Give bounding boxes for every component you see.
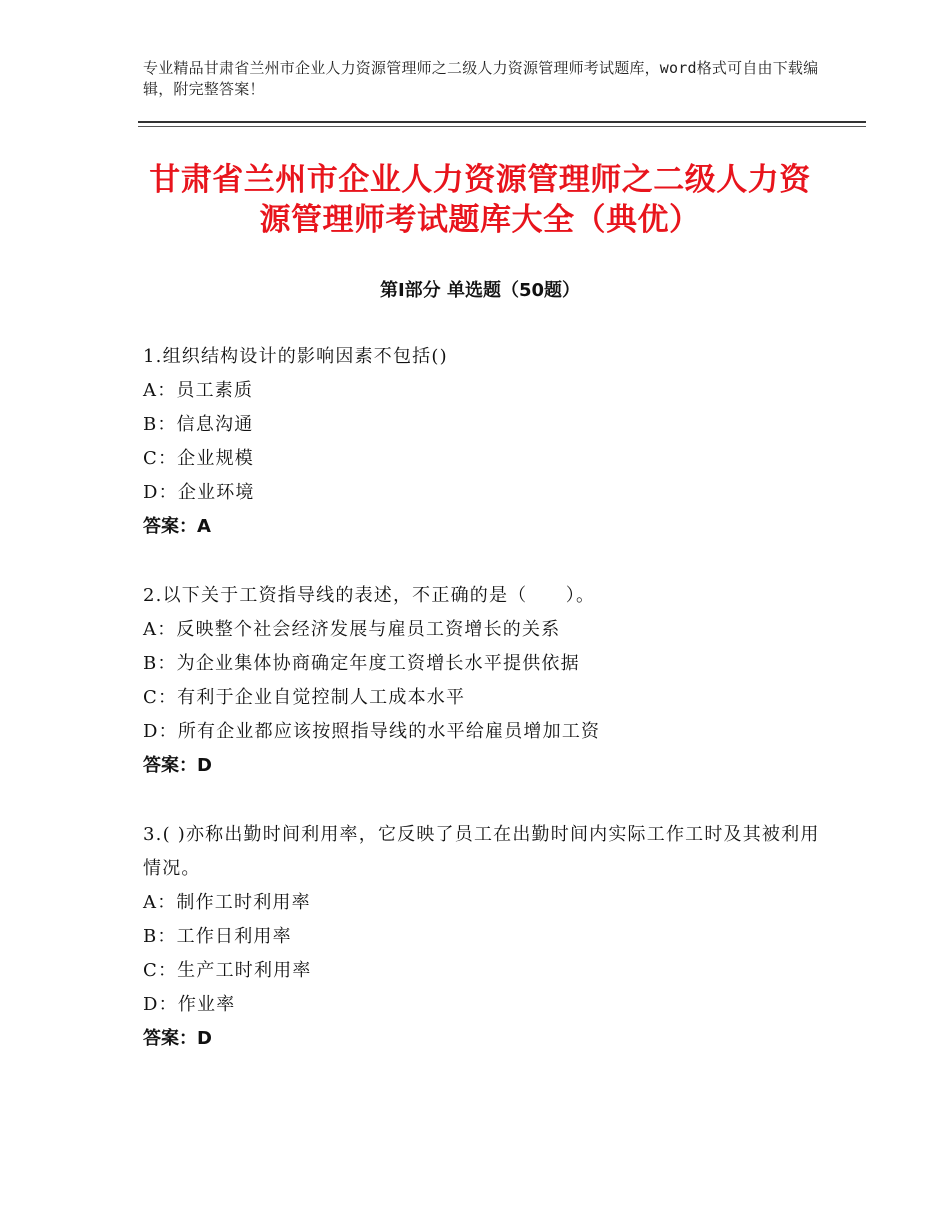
answer-line: 答案：D [143, 755, 212, 776]
answer-line: 答案：A [143, 516, 211, 537]
answer-line: 答案：D [143, 1028, 212, 1049]
option-a: A：反映整个社会经济发展与雇员工资增长的关系 [143, 619, 561, 640]
question-1 [143, 340, 823, 544]
option-b: B：信息沟通 [143, 414, 254, 435]
header-note: 专业精品甘肃省兰州市企业人力资源管理师之二级人力资源管理师考试题库，word格式可自由下载编辑，附完整答案！ [143, 59, 819, 98]
question-stem: 3.( )亦称出勤时间利用率，它反映了员工在出勤时间内实际工作工时及其被利用情况。 [143, 824, 820, 879]
question-3 [143, 818, 823, 1056]
question-2 [143, 579, 823, 783]
option-d: D：企业环境 [143, 482, 255, 503]
header-rule-thick [138, 121, 866, 123]
option-c: C：生产工时利用率 [143, 960, 312, 981]
option-d: D：作业率 [143, 994, 236, 1015]
question-list [143, 340, 823, 1091]
document-title: 甘肃省兰州市企业人力资源管理师之二级人力资源管理师考试题库大全（典优） [149, 162, 811, 238]
option-b: B：工作日利用率 [143, 926, 292, 947]
question-stem: 1.组织结构设计的影响因素不包括() [143, 346, 448, 367]
option-a: A：员工素质 [143, 380, 254, 401]
header-rule-thin [138, 126, 866, 127]
section-title: 第Ⅰ部分 单选题（50题） [379, 280, 580, 301]
option-c: C：有利于企业自觉控制人工成本水平 [143, 687, 466, 708]
option-b: B：为企业集体协商确定年度工资增长水平提供依据 [143, 653, 580, 674]
question-stem: 2.以下关于工资指导线的表述，不正确的是（ ）。 [143, 585, 596, 606]
option-a: A：制作工时利用率 [143, 892, 311, 913]
option-d: D：所有企业都应该按照指导线的水平给雇员增加工资 [143, 721, 601, 742]
option-c: C：企业规模 [143, 448, 254, 469]
